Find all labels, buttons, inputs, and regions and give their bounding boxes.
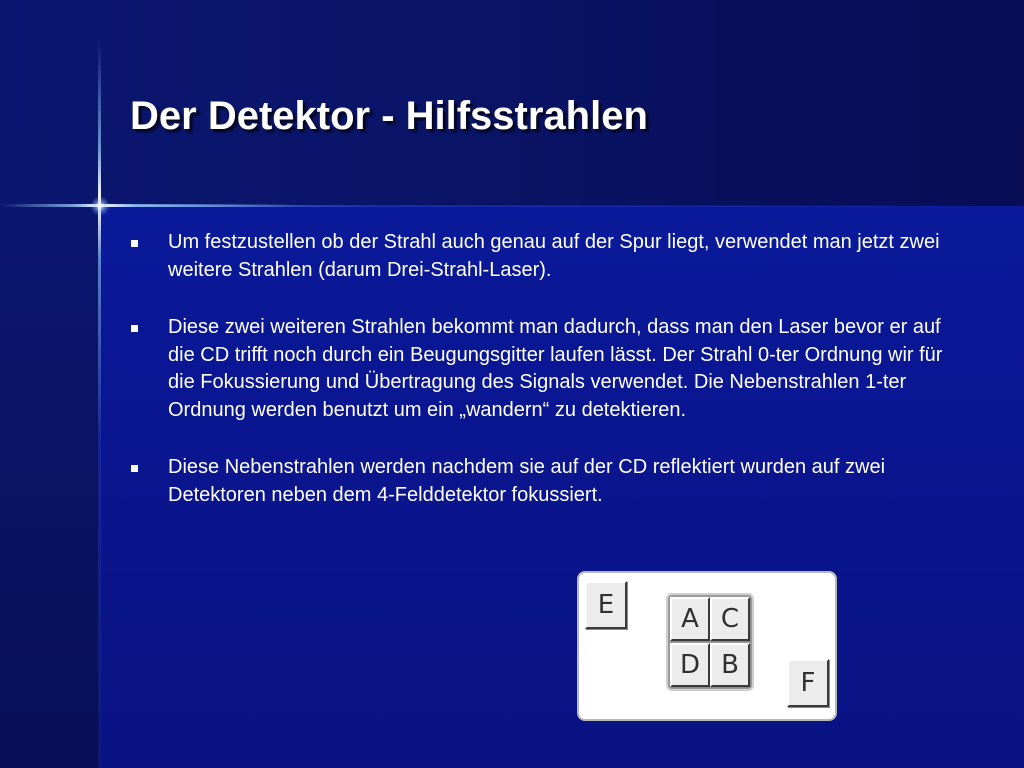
star-flare-icon: [90, 196, 110, 216]
bullet-text: Diese Nebenstrahlen werden nachdem sie auf der CD reflektiert wurden auf zwei Detektoren neben dem 4-Felddetektor fokussiert.: [168, 456, 886, 506]
square-bullet-icon: [131, 240, 138, 247]
bullet-item: [130, 229, 960, 284]
square-bullet-icon: [131, 325, 138, 332]
slide-title: Der Detektor - Hilfsstrahlen: [130, 94, 648, 138]
quadrant-d: D: [670, 643, 710, 687]
quadrant-b: B: [710, 643, 750, 687]
detector-f: F: [787, 659, 829, 707]
star-flare-vertical: [98, 40, 101, 768]
star-flare-horizontal: [0, 204, 300, 207]
bullet-item: [130, 454, 960, 509]
square-bullet-icon: [131, 465, 138, 472]
bullet-text: Um festzustellen ob der Strahl auch genau auf der Spur liegt, verwendet man jetzt zwei weitere Strahlen (darum Drei-Strahl-Laser).: [168, 231, 940, 281]
bullet-text: Diese zwei weiteren Strahlen bekommt man dadurch, dass man den Laser bevor er auf die CD trifft noch durch ein Beugungsgitter laufen lässt. Der Strahl 0-ter Ordnung wir für die Fokussierung und Übertragung des Signals verwendet. Die Nebenstrahlen 1-ter Ordnung werden benutzt um ein „wandern“ zu detektieren.: [168, 316, 943, 421]
bullet-item: [130, 314, 960, 424]
detector-e: E: [585, 581, 627, 629]
left-band: [0, 206, 100, 768]
bullet-list: [130, 229, 960, 539]
detector-diagram: [577, 571, 837, 721]
quadrant-c: C: [710, 597, 750, 641]
quadrant-a: A: [670, 597, 710, 641]
